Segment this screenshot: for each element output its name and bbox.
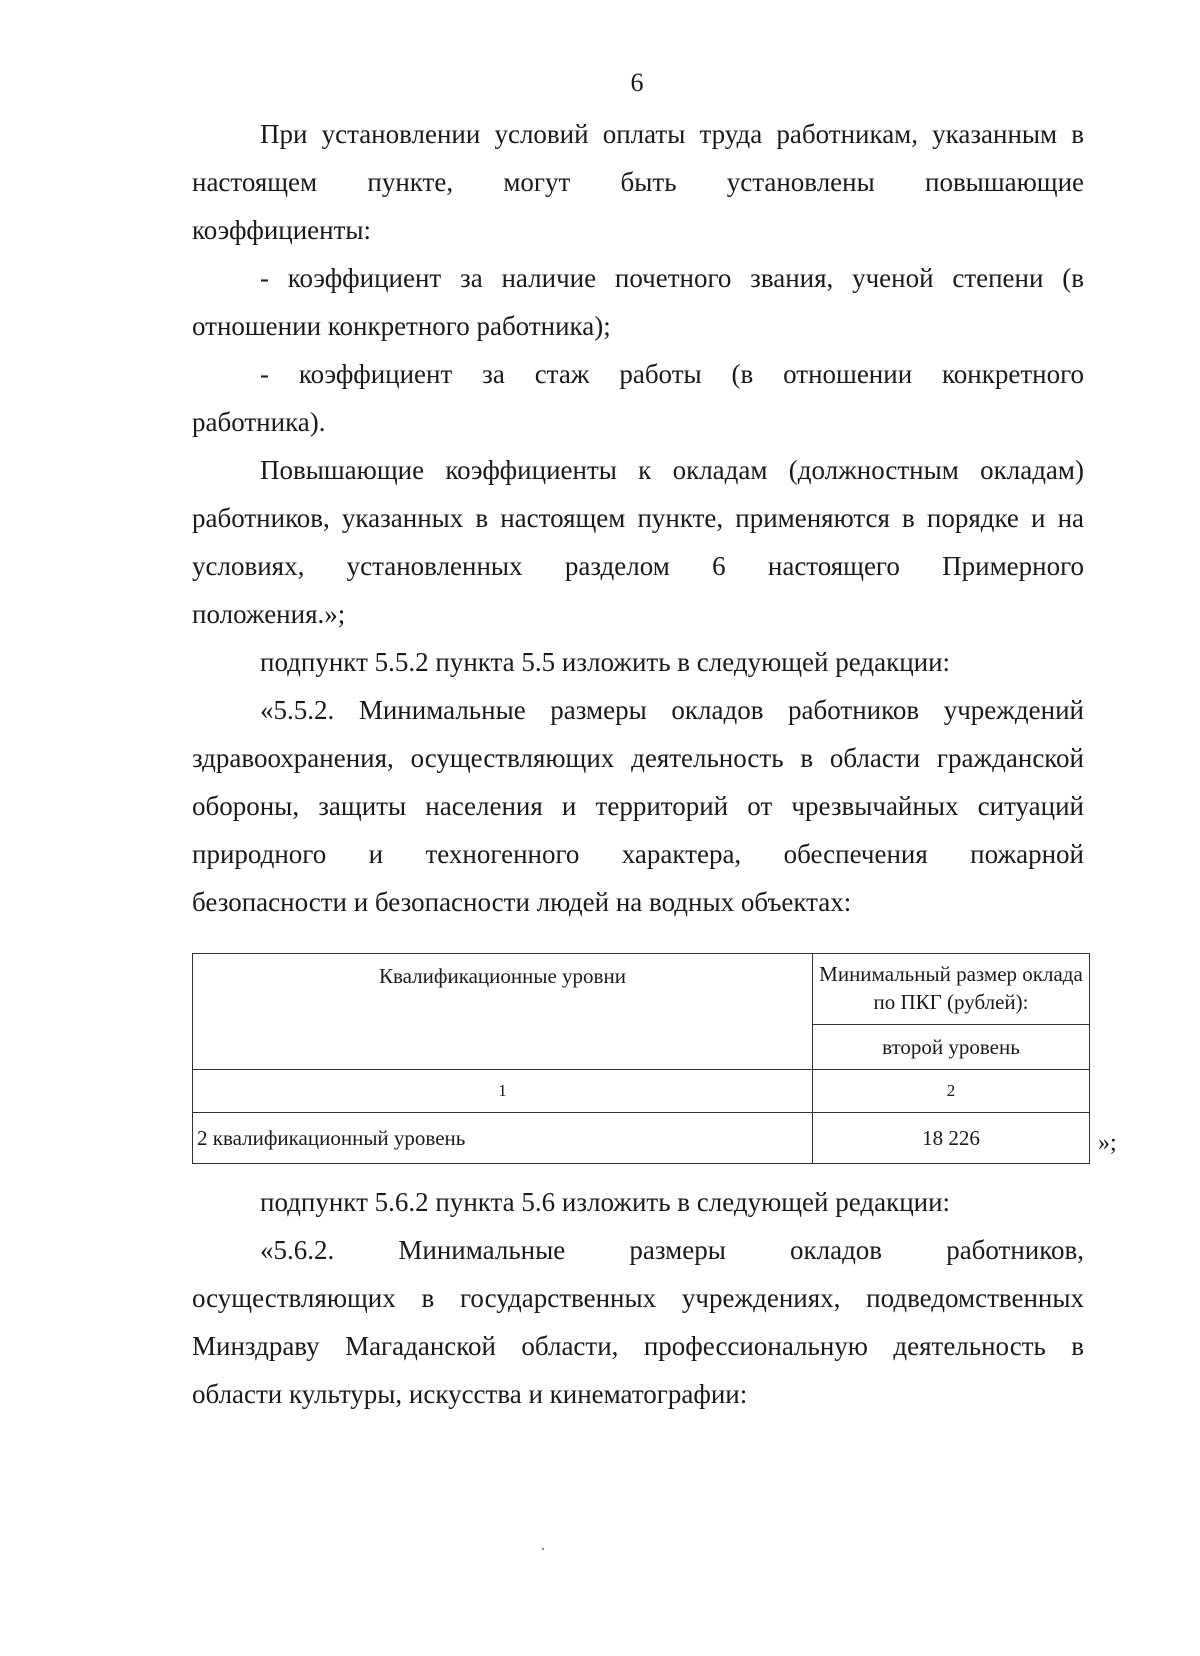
salary-levels-table <box>192 953 1090 1164</box>
paragraph-subclause-5-6-2-intro <box>192 1178 1084 1226</box>
text-line: Повышающие коэффициенты к окладам (должностным окладам) <box>260 455 1084 485</box>
table-column-numbers-row <box>193 1070 1090 1113</box>
table-row <box>193 1113 1090 1164</box>
text-line: «5.5.2. Минимальные размеры окладов работников учреждений <box>260 695 1084 725</box>
salary-value-cell: 18 226 <box>812 1113 1089 1164</box>
text-line: области культуры, искусства и кинематографии: <box>192 1379 748 1409</box>
text-line: условиях, установленных разделом 6 настоящего Примерного <box>192 551 1084 581</box>
text-line: работников, указанных в настоящем пункте, применяются в порядке и на <box>192 503 1084 533</box>
qualification-level-cell: 2 квалификационный уровень <box>193 1113 813 1164</box>
text-line: настоящем пункте, могут быть установлены повышающие <box>192 167 1084 197</box>
text-line: здравоохранения, осуществляющих деятельность в области гражданской <box>192 743 1084 773</box>
paragraph-clause-5-6-2 <box>192 1226 1084 1418</box>
text-line: работника). <box>192 407 326 437</box>
text-line: - коэффициент за стаж работы (в отношении конкретного <box>260 359 1084 389</box>
paragraph-pay-conditions <box>192 110 1084 254</box>
closing-quote-mark: »; <box>1098 1130 1117 1156</box>
column-number-2: 2 <box>812 1070 1089 1113</box>
text-line: природного и техногенного характера, обеспечения пожарной <box>192 839 1084 869</box>
header-min-salary: Минимальный размер оклада по ПКГ (рублей): <box>812 954 1089 1025</box>
paragraph-subclause-5-5-2-intro <box>192 638 1084 686</box>
column-number-1: 1 <box>193 1070 813 1113</box>
paragraph-seniority-coefficient <box>192 350 1084 446</box>
text-line: обороны, защиты населения и территорий от чрезвычайных ситуаций <box>192 791 1084 821</box>
paragraph-honorary-title-coefficient <box>192 254 1084 350</box>
paragraph-coefficient-application <box>192 446 1084 638</box>
text-line: коэффициенты: <box>192 215 372 245</box>
text-line: положения.»; <box>192 599 346 629</box>
page-number: 6 <box>630 68 644 97</box>
text-line: При установлении условий оплаты труда работникам, указанным в <box>260 119 1084 149</box>
text-line: - коэффициент за наличие почетного звания, ученой степени (в <box>260 263 1084 293</box>
scan-dot <box>542 1548 544 1550</box>
paragraph-clause-5-5-2 <box>192 686 1084 926</box>
header-second-level: второй уровень <box>812 1025 1089 1070</box>
header-qualification-levels: Квалификационные уровни <box>193 954 813 1070</box>
text-line: отношении конкретного работника); <box>192 311 611 341</box>
text-line: осуществляющих в государственных учреждениях, подведомственных <box>192 1283 1084 1313</box>
text-line: подпункт 5.6.2 пункта 5.6 изложить в следующей редакции: <box>260 1187 951 1217</box>
text-line: «5.6.2. Минимальные размеры окладов работников, <box>260 1235 1084 1265</box>
table-header-row <box>193 954 1090 1025</box>
text-line: безопасности и безопасности людей на водных объектах: <box>192 887 852 917</box>
text-line: Минздраву Магаданской области, профессиональную деятельность в <box>192 1331 1084 1361</box>
text-line: подпункт 5.5.2 пункта 5.5 изложить в следующей редакции: <box>260 647 951 677</box>
